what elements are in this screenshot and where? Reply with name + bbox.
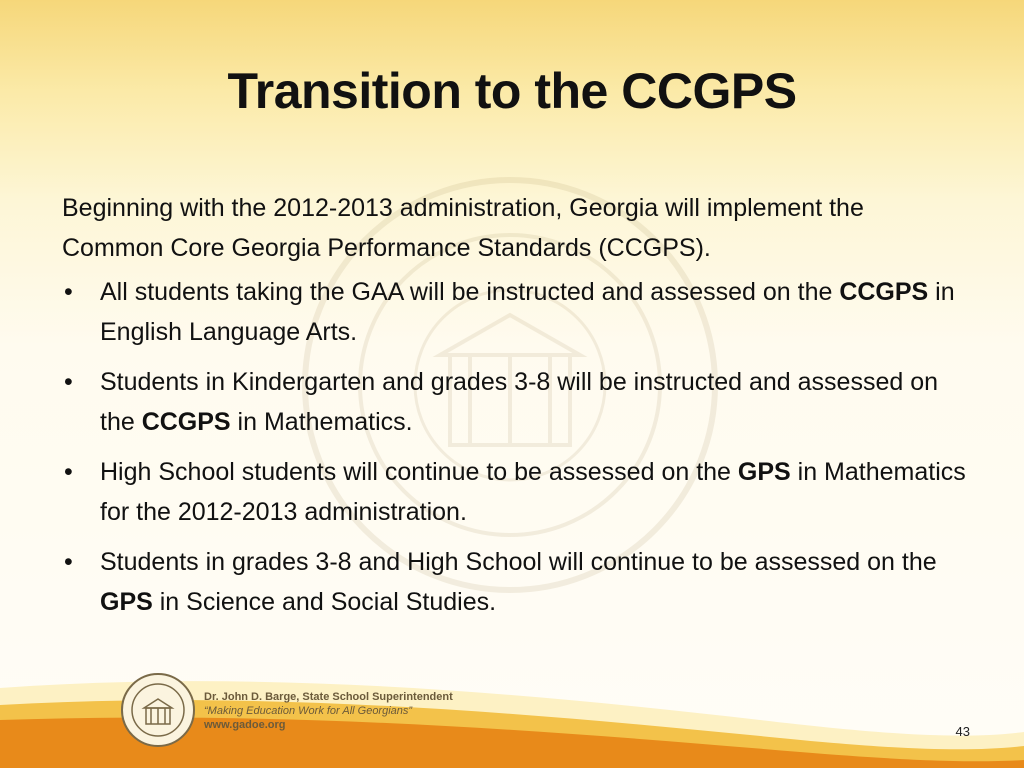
bullet-list xyxy=(62,272,972,622)
bullet-item: • High School students will continue to be assessed on the GPS in Mathematics for the 2012-2013 administration. xyxy=(62,452,972,532)
slide-title: Transition to the CCGPS xyxy=(227,63,797,119)
footer-tagline: “Making Education Work for All Georgians” xyxy=(204,705,413,717)
bullet-icon: • xyxy=(64,368,73,396)
bullet-item: • Students in Kindergarten and grades 3-8 will be instructed and assessed on the CCGPS in Mathematics. xyxy=(62,362,972,442)
superintendent-name: Dr. John D. Barge, State School Superintendent xyxy=(204,691,453,703)
bullet-item: • All students taking the GAA will be instructed and assessed on the CCGPS in English Language Arts. xyxy=(62,272,972,352)
bullet-icon: • xyxy=(64,458,73,486)
bullet-icon: • xyxy=(64,278,73,306)
slide-number: 43 xyxy=(955,724,970,739)
emphasis: GPS xyxy=(100,588,153,616)
footer-credits xyxy=(204,690,453,732)
bullet-icon: • xyxy=(64,548,73,576)
georgia-department-of-education-seal-icon xyxy=(120,672,196,748)
emphasis: GPS xyxy=(737,458,791,486)
emphasis: CCGPS xyxy=(141,408,231,436)
emphasis: CCGPS xyxy=(839,278,929,306)
footer-website[interactable]: www.gadoe.org xyxy=(204,719,286,731)
slide-body xyxy=(62,188,972,632)
bullet-item: • Students in grades 3-8 and High School will continue to be assessed on the GPS in Science and Social Studies. xyxy=(62,542,972,622)
intro-paragraph: Beginning with the 2012-2013 administration, Georgia will implement the Common Core Georgia Performance Standards (CCGPS). xyxy=(62,194,864,262)
